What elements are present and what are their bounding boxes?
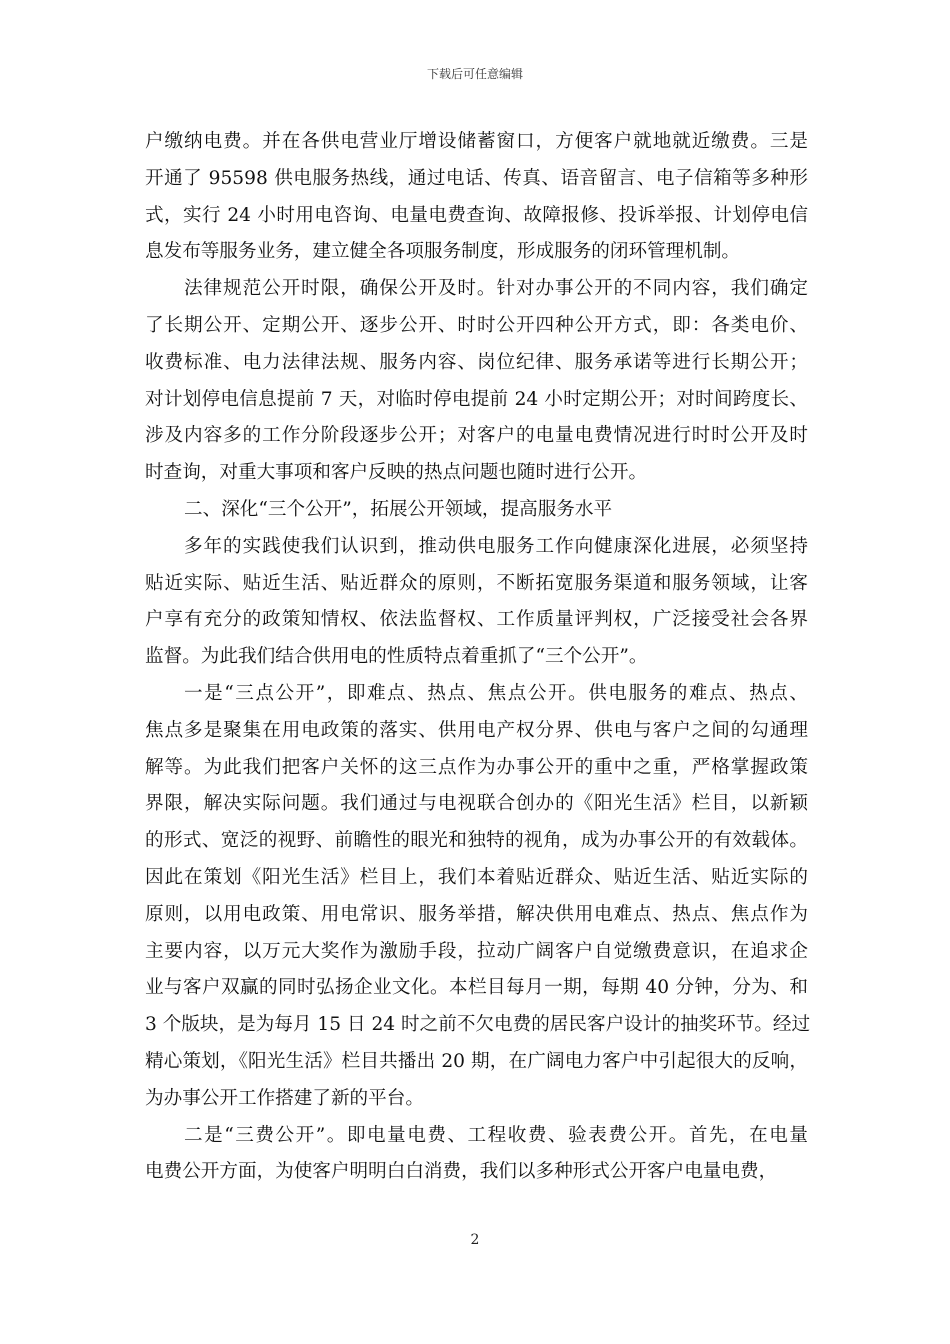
- text-line: 界限，解决实际问题。我们通过与电视联合创办的《阳光生活》栏目，以新颖: [145, 793, 808, 815]
- text-line: 业与客户双赢的同时弘扬企业文化。本栏目每月一期，每期 40 分钟，分为、和: [145, 977, 808, 999]
- text-line: 了长期公开、定期公开、逐步公开、时时公开四种公开方式，即：各类电价、: [145, 314, 808, 336]
- paragraph: [145, 271, 808, 492]
- text-line: 精心策划，《阳光生活》栏目共播出 20 期，在广阔电力客户中引起很大的反响，: [145, 1050, 808, 1072]
- text-line: 的形式、宽泛的视野、前瞻性的眼光和独特的视角，成为办事公开的有效载体。: [145, 830, 808, 852]
- text-line: 户享有充分的政策知情权、依法监督权、工作质量评判权，广泛接受社会各界: [145, 609, 808, 631]
- paragraph: [145, 529, 808, 676]
- page-number: 2: [470, 1232, 480, 1248]
- text-line: 原则，以用电政策、用电常识、服务举措，解决供用电难点、热点、焦点作为: [145, 903, 808, 925]
- text-line: 户缴纳电费。并在各供电营业厅增设储蓄窗口，方便客户就地就近缴费。三是: [145, 131, 808, 152]
- text-line: 电费公开方面，为使客户明明白白消费，我们以多种形式公开客户电量电费，: [145, 1161, 778, 1183]
- paragraph: [145, 124, 808, 271]
- text-line: 开通了 95598 供电服务热线，通过电话、传真、语音留言、电子信箱等多种形: [145, 167, 808, 189]
- text-line: 息发布等服务业务，建立健全各项服务制度，形成服务的闭环管理机制。: [145, 241, 741, 263]
- text-line: 一是“三点公开”，即难点、热点、焦点公开。供电服务的难点、热点、: [184, 682, 808, 704]
- text-line: 因此在策划《阳光生活》栏目上，我们本着贴近群众、贴近生活、贴近实际的: [145, 866, 808, 888]
- text-line: 时查询，对重大事项和客户反映的热点问题也随时进行公开。: [145, 462, 648, 484]
- text-line: 涉及内容多的工作分阶段逐步公开；对客户的电量电费情况进行时时公开及时: [145, 425, 808, 447]
- text-line: 多年的实践使我们认识到，推动供电服务工作向健康深化进展，必须坚持: [184, 535, 808, 557]
- text-line: 贴近实际、贴近生活、贴近群众的原则，不断拓宽服务渠道和服务领域，让客: [145, 572, 808, 594]
- paragraph: [145, 1118, 808, 1192]
- text-line: 为办事公开工作搭建了新的平台。: [145, 1087, 424, 1109]
- text-line: 监督。为此我们结合供用电的性质特点着重抓了“三个公开”。: [145, 646, 648, 668]
- text-line: 解等。为此我们把客户关怀的这三点作为办事公开的重中之重，严格掌握政策: [145, 756, 808, 778]
- paragraph: [145, 492, 808, 529]
- text-line: 对计划停电信息提前 7 天，对临时停电提前 24 小时定期公开；对时间跨度长、: [145, 388, 808, 410]
- document-body: [145, 124, 811, 1191]
- text-line: 焦点多是聚集在用电政策的落实、供用电产权分界、供电与客户之间的勾通理: [145, 719, 808, 741]
- text-line: 二是“三费公开”。即电量电费、工程收费、验表费公开。首先，在电量: [184, 1124, 808, 1146]
- text-line: 二、深化“三个公开”，拓展公开领域，提高服务水平: [184, 498, 613, 520]
- text-line: 式，实行 24 小时用电咨询、电量电费查询、故障报修、投诉举报、计划停电信: [145, 204, 808, 226]
- page-header: 下载后可任意编辑: [426, 67, 523, 81]
- paragraph: [145, 676, 811, 1118]
- text-line: 法律规范公开时限，确保公开及时。针对办事公开的不同内容，我们确定: [184, 278, 808, 300]
- text-line: 收费标准、电力法律法规、服务内容、岗位纪律、服务承诺等进行长期公开；: [145, 351, 808, 373]
- text-line: 3 个版块，是为每月 15 日 24 时之前不欠电费的居民客户设计的抽奖环节。经过: [145, 1014, 811, 1036]
- text-line: 主要内容，以万元大奖作为激励手段，拉动广阔客户自觉缴费意识，在追求企: [145, 940, 808, 962]
